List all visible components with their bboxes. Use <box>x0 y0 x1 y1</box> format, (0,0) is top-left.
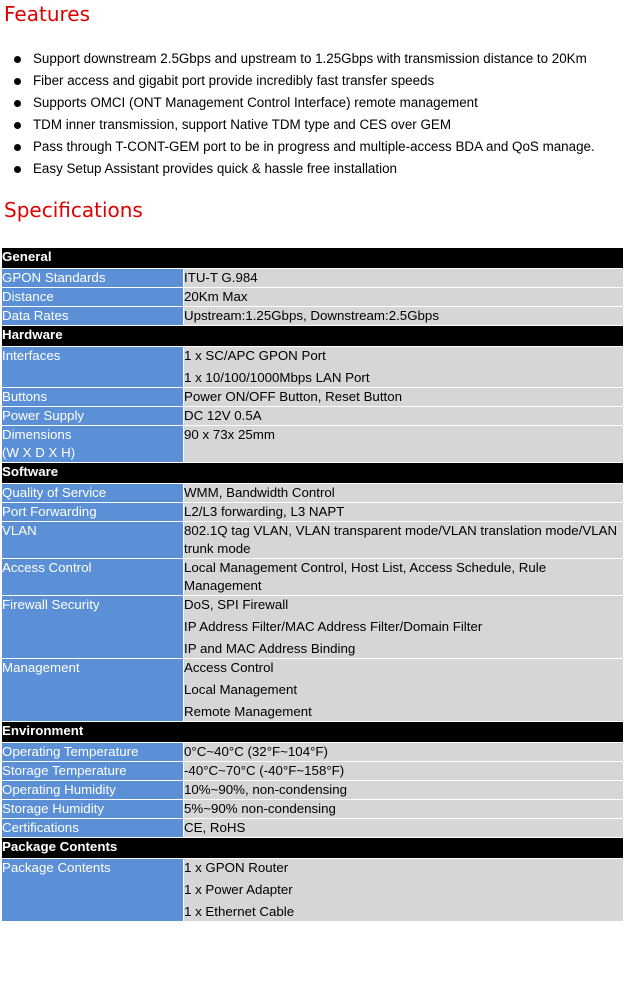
spec-label: Dimensions (W X D X H) <box>2 426 184 463</box>
spec-value-line: 802.1Q tag VLAN, VLAN transparent mode/VLAN translation mode/VLAN trunk mode <box>184 523 618 556</box>
spec-value <box>184 522 624 559</box>
spec-value-line: Local Management <box>184 682 298 697</box>
spec-label: Package Contents <box>2 859 184 922</box>
spec-row-gpon-standards <box>2 269 624 288</box>
spec-row-firewall-security <box>2 596 624 659</box>
spec-label: GPON Standards <box>2 269 184 288</box>
spec-row-vlan <box>2 522 624 559</box>
spec-label: Certifications <box>2 819 184 838</box>
spec-value-line: 1 x Ethernet Cable <box>184 904 295 919</box>
spec-value-line: DC 12V 0.5A <box>184 408 262 423</box>
spec-row-access-control <box>2 559 624 596</box>
spec-value-line: IP Address Filter/MAC Address Filter/Domain Filter <box>184 619 483 634</box>
spec-row-power-supply <box>2 407 624 426</box>
spec-value-line: 5%~90% non-condensing <box>184 801 336 816</box>
spec-value-line: L2/L3 forwarding, L3 NAPT <box>184 504 345 519</box>
feature-item: Supports OMCI (ONT Management Control Interface) remote management <box>13 92 618 114</box>
spec-value-line: 0°C~40°C (32°F~104°F) <box>184 744 328 759</box>
section-header-hardware <box>2 326 624 347</box>
spec-value-line: 1 x GPON Router <box>184 860 289 875</box>
spec-value <box>184 307 624 326</box>
spec-value-line: 1 x 10/100/1000Mbps LAN Port <box>184 370 370 385</box>
spec-value <box>184 269 624 288</box>
spec-label: Distance <box>2 288 184 307</box>
spec-value <box>184 426 624 463</box>
spec-value-line: 1 x Power Adapter <box>184 882 293 897</box>
spec-value-line: Access Control <box>184 660 274 675</box>
spec-row-management <box>2 659 624 722</box>
section-title: Hardware <box>2 326 624 347</box>
spec-label: Buttons <box>2 388 184 407</box>
spec-value-line: IP and MAC Address Binding <box>184 641 356 656</box>
spec-value <box>184 762 624 781</box>
section-header-package-contents <box>2 838 624 859</box>
spec-row-storage-humidity <box>2 800 624 819</box>
spec-value <box>184 743 624 762</box>
feature-item: Pass through T-CONT-GEM port to be in progress and multiple-access BDA and QoS manage. <box>13 136 618 158</box>
spec-row-dimensions-w-x-d-x-h <box>2 426 624 463</box>
spec-value <box>184 347 624 388</box>
section-title: Software <box>2 463 624 484</box>
spec-value-line: CE, RoHS <box>184 820 246 835</box>
spec-value <box>184 503 624 522</box>
section-title: Package Contents <box>2 838 624 859</box>
spec-value-line: ITU-T G.984 <box>184 270 258 285</box>
spec-row-storage-temperature <box>2 762 624 781</box>
features-list <box>13 48 618 180</box>
spec-row-data-rates <box>2 307 624 326</box>
spec-value <box>184 859 624 922</box>
spec-row-operating-temperature <box>2 743 624 762</box>
spec-value-line: -40°C~70°C (-40°F~158°F) <box>184 763 345 778</box>
spec-label: Power Supply <box>2 407 184 426</box>
spec-label: Port Forwarding <box>2 503 184 522</box>
spec-value <box>184 288 624 307</box>
spec-value-line: 10%~90%, non-condensing <box>184 782 348 797</box>
spec-value <box>184 800 624 819</box>
feature-item: Easy Setup Assistant provides quick & hassle free installation <box>13 158 618 180</box>
spec-value-line: 1 x SC/APC GPON Port <box>184 348 326 363</box>
spec-label: Data Rates <box>2 307 184 326</box>
spec-row-package-contents <box>2 859 624 922</box>
section-title: General <box>2 248 624 269</box>
spec-row-operating-humidity <box>2 781 624 800</box>
spec-value <box>184 388 624 407</box>
spec-value-line: Power ON/OFF Button, Reset Button <box>184 389 403 404</box>
spec-value <box>184 484 624 503</box>
spec-value <box>184 596 624 659</box>
spec-row-quality-of-service <box>2 484 624 503</box>
spec-value <box>184 407 624 426</box>
spec-value-line: 20Km Max <box>184 289 248 304</box>
specifications-table <box>1 247 624 922</box>
spec-row-distance <box>2 288 624 307</box>
spec-label: Storage Humidity <box>2 800 184 819</box>
spec-value <box>184 781 624 800</box>
section-header-general <box>2 248 624 269</box>
spec-value-line: Remote Management <box>184 704 312 719</box>
spec-label: Operating Temperature <box>2 743 184 762</box>
spec-row-certifications <box>2 819 624 838</box>
spec-row-interfaces <box>2 347 624 388</box>
feature-item: TDM inner transmission, support Native TDM type and CES over GEM <box>13 114 618 136</box>
spec-value <box>184 819 624 838</box>
spec-label: Storage Temperature <box>2 762 184 781</box>
spec-label: VLAN <box>2 522 184 559</box>
spec-label: Management <box>2 659 184 722</box>
spec-label: Access Control <box>2 559 184 596</box>
spec-label: Operating Humidity <box>2 781 184 800</box>
specifications-heading: Specifications <box>4 198 143 222</box>
spec-label: Quality of Service <box>2 484 184 503</box>
spec-value-line: 90 x 73x 25mm <box>184 427 275 442</box>
section-header-environment <box>2 722 624 743</box>
feature-item: Support downstream 2.5Gbps and upstream to 1.25Gbps with transmission distance to 20Km <box>13 48 618 70</box>
spec-value <box>184 559 624 596</box>
spec-value <box>184 659 624 722</box>
spec-value-line: Local Management Control, Host List, Access Schedule, Rule Management <box>184 560 547 593</box>
spec-value-line: WMM, Bandwidth Control <box>184 485 335 500</box>
spec-row-buttons <box>2 388 624 407</box>
spec-value-line: Upstream:1.25Gbps, Downstream:2.5Gbps <box>184 308 439 323</box>
feature-item: Fiber access and gigabit port provide incredibly fast transfer speeds <box>13 70 618 92</box>
section-header-software <box>2 463 624 484</box>
section-title: Environment <box>2 722 624 743</box>
features-heading: Features <box>4 2 90 26</box>
spec-value-line: DoS, SPI Firewall <box>184 597 289 612</box>
spec-row-port-forwarding <box>2 503 624 522</box>
spec-label: Firewall Security <box>2 596 184 659</box>
spec-label: Interfaces <box>2 347 184 388</box>
